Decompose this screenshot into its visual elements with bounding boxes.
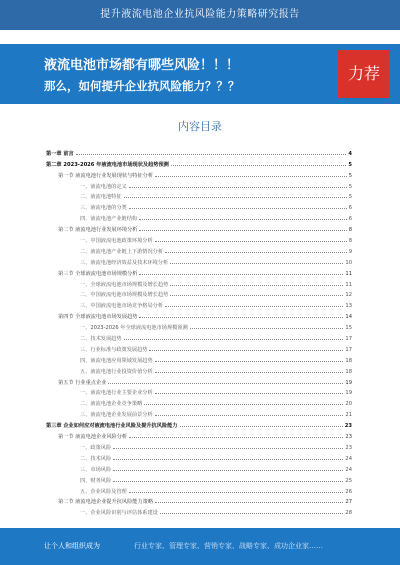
toc-leader-dots xyxy=(124,197,347,198)
toc-leader-dots xyxy=(170,295,343,296)
toc-entry-label: 第三章 企业如何应对液流电池行业风险及提升抗风险能力 xyxy=(46,423,178,430)
toc-entry[interactable] xyxy=(46,200,352,211)
toc-entry[interactable] xyxy=(46,353,352,364)
toc-entry-page: 24 xyxy=(345,466,352,473)
toc-leader-dots xyxy=(113,448,343,449)
toc-entry-label: 第三节 全球液流电池市场规模分析 xyxy=(58,270,138,277)
toc-entry-page: 25 xyxy=(345,477,352,484)
toc-entry[interactable] xyxy=(46,440,352,451)
toc-entry[interactable] xyxy=(46,168,352,179)
toc-leader-dots xyxy=(190,328,344,329)
toc-entry-label: 第二节 液流电池企业提升抗风险能力策略 xyxy=(58,499,154,506)
toc-leader-dots xyxy=(155,361,344,362)
toc-entry-page: 24 xyxy=(345,455,352,462)
toc-entry-label: 第一章 前言 xyxy=(46,150,74,157)
toc-entry-page: 23 xyxy=(345,444,352,451)
toc-entry-page: 5 xyxy=(348,161,352,168)
toc-entry-label: 二、液流电池产业链上下游情况分析 xyxy=(80,248,164,255)
toc-entry[interactable] xyxy=(46,364,352,375)
toc-entry-label: 四、液流电池产业链结构 xyxy=(80,216,138,223)
toc-entry-page: 27 xyxy=(345,499,352,506)
toc-entry-label: 第二节 液流电池行业发展环境分析 xyxy=(58,227,138,234)
toc-entry[interactable] xyxy=(46,320,352,331)
toc-entry-page: 5 xyxy=(348,183,352,190)
toc-entry-page: 18 xyxy=(345,368,352,375)
toc-entry[interactable] xyxy=(46,331,352,342)
toc-leader-dots xyxy=(139,230,346,231)
toc-leader-dots xyxy=(129,187,347,188)
toc-entry[interactable] xyxy=(46,407,352,418)
toc-leader-dots xyxy=(155,176,347,177)
toc-entry-page: 23 xyxy=(344,423,352,430)
toc-leader-dots xyxy=(165,252,347,253)
brand-stamp: 力荐 xyxy=(338,50,390,98)
toc-entry-page: 10 xyxy=(345,259,352,266)
toc-entry[interactable] xyxy=(46,266,352,277)
toc-entry-label: 一、2023-2026 年全球液流电池市场规模预测 xyxy=(80,325,188,332)
toc-entry[interactable] xyxy=(46,462,352,473)
toc-entry[interactable] xyxy=(46,157,352,168)
footer-slogan: 让个人和组织成为 xyxy=(44,542,100,550)
toc-leader-dots xyxy=(155,372,344,373)
toc-entry-label: 一、中国液流电池政策环境分析 xyxy=(80,238,153,245)
toc-entry-label: 四、液流电池应用领域发展趋势 xyxy=(80,357,153,364)
toc-entry-page: 28 xyxy=(345,510,352,517)
toc-entry-page: 14 xyxy=(345,314,352,321)
toc-leader-dots xyxy=(170,263,343,264)
toc-entry-page: 15 xyxy=(345,325,352,332)
toc-entry-page: 9 xyxy=(348,248,352,255)
toc-entry-page: 8 xyxy=(348,238,352,245)
toc-entry-label: 三、市场风险 xyxy=(80,466,112,473)
toc-entry[interactable] xyxy=(46,429,352,440)
toc-entry-label: 二、液流电池企业竞争策略 xyxy=(80,401,143,408)
toc-entry[interactable] xyxy=(46,146,352,157)
hero-subheadline: 那么，如何提升企业抗风险能力？？？ xyxy=(44,79,240,93)
toc-leader-dots xyxy=(129,492,344,493)
toc-entry-page: 23 xyxy=(345,434,352,441)
toc-entry-label: 第五节 行业重点企业 xyxy=(58,379,107,386)
toc-leader-dots xyxy=(139,274,343,275)
toc-leader-dots xyxy=(139,317,343,318)
toc-entry-page: 19 xyxy=(345,390,352,397)
report-title: 提升液流电池企业抗风险能力策略研究报告 xyxy=(100,9,300,20)
toc-entry[interactable] xyxy=(46,244,352,255)
toc-entry-page: 11 xyxy=(345,270,352,277)
toc-entry-label: 一、液流电池的定义 xyxy=(80,183,127,190)
toc-entry-label: 二、技术风险 xyxy=(80,455,112,462)
toc-leader-dots xyxy=(129,437,343,438)
toc-entry[interactable] xyxy=(46,418,352,429)
toc-entry-label: 第四节 全球液流电池市场发展趋势 xyxy=(58,314,138,321)
toc-entry-label: 三、行业标准与政策发展趋势 xyxy=(80,346,148,353)
toc-leader-dots xyxy=(144,404,343,405)
toc-entry-label: 五、液流电池行业投资价值分析 xyxy=(80,368,153,375)
toc-entry[interactable] xyxy=(46,190,352,201)
toc-entry-page: 19 xyxy=(345,379,352,386)
toc-leader-dots xyxy=(113,481,343,482)
toc-title: 内容目录 xyxy=(178,120,222,133)
toc-entry-page: 13 xyxy=(345,303,352,310)
toc-leader-dots xyxy=(155,393,344,394)
toc-entry[interactable] xyxy=(46,484,352,495)
toc-entry-page: 8 xyxy=(348,227,352,234)
toc-entry-label: 一、政策风险 xyxy=(80,444,112,451)
toc-entry-label: 一、液流电池行业主要企业分析 xyxy=(80,390,153,397)
toc-entry-label: 三、中国液流电池市场竞争格局分析 xyxy=(80,303,164,310)
toc-leader-dots xyxy=(139,219,347,220)
toc-entry-label: 二、液流电池特征 xyxy=(80,194,122,201)
toc-entry[interactable] xyxy=(46,386,352,397)
toc-entry-page: 6 xyxy=(348,205,352,212)
footer-roles: 行业专家、管理专家、营销专家、战略专家、成功企业家…… xyxy=(134,542,323,550)
toc-entry-label: 第一节 液流电池行业发展现状与特征分析 xyxy=(58,172,154,179)
toc-entry-page: 17 xyxy=(345,346,352,353)
toc-entry[interactable] xyxy=(46,298,352,309)
toc-leader-dots xyxy=(113,459,343,460)
toc-leader-dots xyxy=(180,426,343,427)
toc-entry[interactable] xyxy=(46,309,352,320)
hero-headline: 液流电池市场都有哪些风险！！！ xyxy=(44,58,240,73)
toc-entry[interactable] xyxy=(46,342,352,353)
toc-leader-dots xyxy=(108,383,343,384)
toc-entry[interactable] xyxy=(46,473,352,484)
toc-entry-label: 三、液流电池企业发展前景分析 xyxy=(80,412,153,419)
toc-entry[interactable] xyxy=(46,396,352,407)
toc-leader-dots xyxy=(155,415,344,416)
toc-entry[interactable] xyxy=(46,375,352,386)
toc-entry-page: 6 xyxy=(348,216,352,223)
toc-entry-page: 26 xyxy=(345,488,352,495)
toc-entry-page: 20 xyxy=(345,401,352,408)
toc-entry[interactable] xyxy=(46,255,352,266)
table-of-contents xyxy=(46,146,352,516)
toc-entry-page: 5 xyxy=(348,172,352,179)
toc-entry-page: 18 xyxy=(345,357,352,364)
toc-entry-label: 五、企业风险及管理 xyxy=(80,488,127,495)
toc-entry-page: 4 xyxy=(348,150,352,157)
toc-entry[interactable] xyxy=(46,505,352,516)
toc-entry-page: 21 xyxy=(345,412,352,419)
toc-leader-dots xyxy=(149,350,343,351)
toc-entry[interactable] xyxy=(46,179,352,190)
toc-entry[interactable] xyxy=(46,451,352,462)
toc-entry-page: 5 xyxy=(348,194,352,201)
toc-entry[interactable] xyxy=(46,233,352,244)
toc-entry-page: 12 xyxy=(345,292,352,299)
toc-leader-dots xyxy=(129,208,347,209)
toc-entry[interactable] xyxy=(46,277,352,288)
footer-banner xyxy=(0,528,400,565)
toc-leader-dots xyxy=(76,154,347,155)
toc-entry-label: 第二章 2023-2026 年液流电池市场现状及趋势预测 xyxy=(46,161,169,168)
toc-entry[interactable] xyxy=(46,222,352,233)
toc-leader-dots xyxy=(165,306,343,307)
toc-entry-label: 一、全球液流电池市场规模及增长趋势 xyxy=(80,281,169,288)
toc-entry-page: 17 xyxy=(345,336,352,343)
toc-entry-label: 第一节 液流电池企业风险分析 xyxy=(58,434,128,441)
toc-leader-dots xyxy=(155,502,343,503)
toc-entry-label: 一、企业风险识别与评估体系建设 xyxy=(80,510,158,517)
toc-entry-label: 二、技术发展趋势 xyxy=(80,336,122,343)
toc-entry-label: 四、财务风险 xyxy=(80,477,112,484)
toc-leader-dots xyxy=(155,241,347,242)
toc-leader-dots xyxy=(124,339,344,340)
toc-entry[interactable] xyxy=(46,288,352,299)
toc-leader-dots xyxy=(171,165,347,166)
toc-leader-dots xyxy=(113,470,343,471)
toc-entry-page: 11 xyxy=(345,281,352,288)
toc-entry-label: 二、中国液流电池市场规模及增长趋势 xyxy=(80,292,169,299)
toc-leader-dots xyxy=(160,513,344,514)
toc-entry[interactable] xyxy=(46,495,352,506)
report-title-bar xyxy=(0,0,400,30)
toc-entry-label: 三、液流电池的分类 xyxy=(80,205,127,212)
toc-leader-dots xyxy=(170,285,343,286)
toc-entry[interactable] xyxy=(46,211,352,222)
toc-entry-label: 三、液流电池经济效益及技术环境分析 xyxy=(80,259,169,266)
